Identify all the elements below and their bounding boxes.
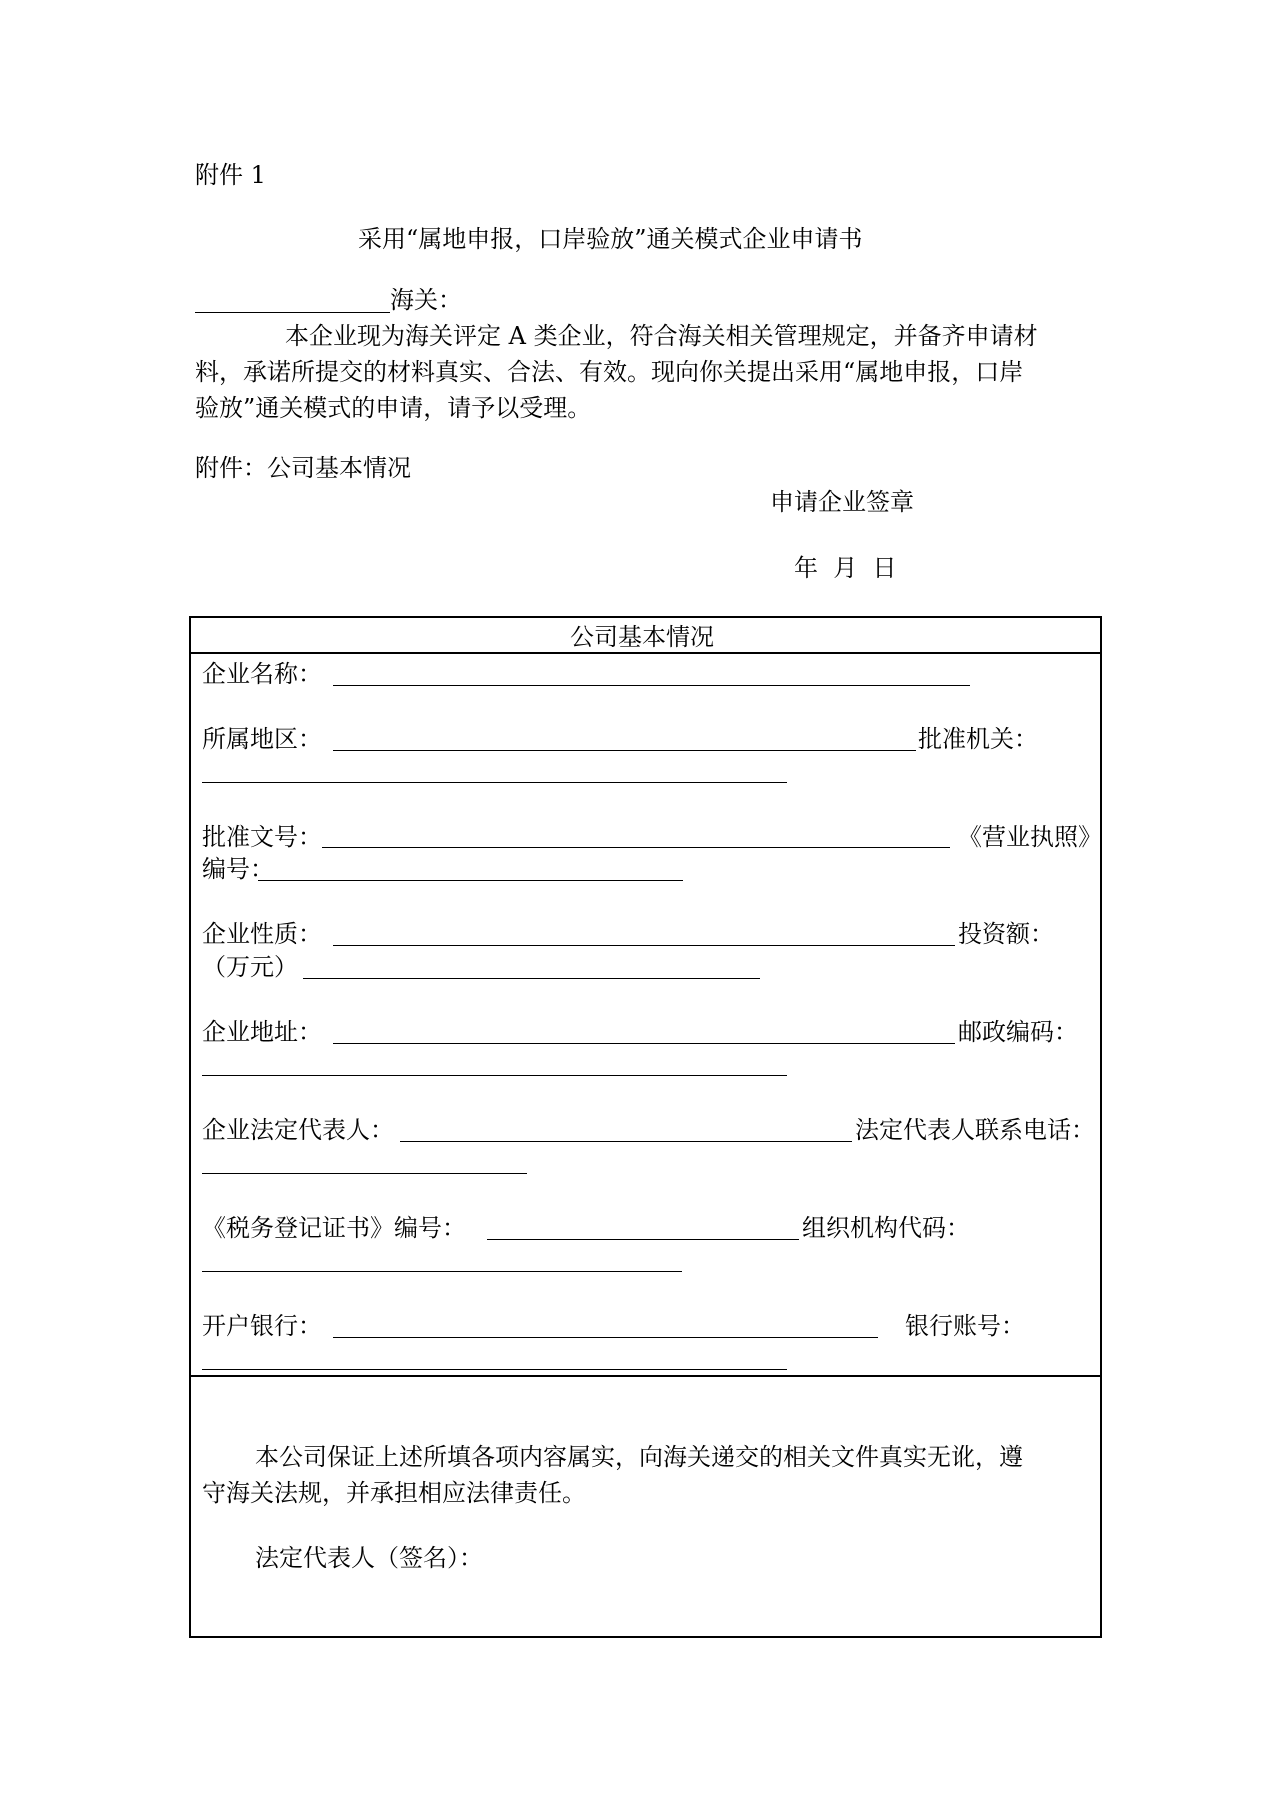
body-text-line3: 验放”通关模式的申请，请予以受理。: [195, 394, 592, 422]
body-text-line2: 料，承诺所提交的材料真实、合法、有效。现向你关提出采用“属地申报，口岸: [195, 358, 1024, 386]
attachment-note: 附件：公司基本情况: [195, 454, 411, 482]
attachment-label: 附件 1: [195, 161, 266, 189]
approval-doc-no-field[interactable]: [322, 847, 950, 848]
enterprise-nature-label: 企业性质：: [202, 920, 322, 948]
tax-cert-no-field[interactable]: [487, 1239, 799, 1240]
address-label: 企业地址：: [202, 1018, 322, 1046]
body-text-line1: 本企业现为海关评定 A 类企业，符合海关相关管理规定，并备齐申请材: [285, 322, 1038, 350]
license-no-field[interactable]: [258, 880, 683, 881]
approval-authority-label: 批准机关：: [918, 725, 1038, 753]
business-license-label: 《营业执照》: [958, 823, 1102, 851]
legal-rep-field[interactable]: [400, 1141, 852, 1142]
postal-code-label: 邮政编码：: [958, 1018, 1078, 1046]
declaration-signature-label: 法定代表人（签名）：: [255, 1544, 483, 1572]
investment-unit-label: （万元）: [202, 953, 298, 981]
table-header-divider: [189, 652, 1102, 654]
approval-authority-field[interactable]: [202, 782, 787, 783]
approval-doc-no-label: 批准文号：: [202, 823, 322, 851]
bank-account-field[interactable]: [202, 1369, 787, 1370]
declaration-line1: 本公司保证上述所填各项内容属实，向海关递交的相关文件真实无讹，遵: [255, 1443, 1023, 1471]
region-field[interactable]: [333, 750, 916, 751]
legal-rep-label: 企业法定代表人：: [202, 1116, 394, 1144]
bank-account-label: 银行账号：: [905, 1312, 1025, 1340]
investment-field[interactable]: [303, 978, 760, 979]
declaration-line2: 守海关法规，并承担相应法律责任。: [202, 1479, 586, 1507]
bank-label: 开户银行：: [202, 1312, 322, 1340]
customs-suffix: 海关：: [390, 286, 462, 314]
investment-label: 投资额：: [958, 920, 1054, 948]
legal-rep-phone-label: 法定代表人联系电话：: [855, 1116, 1095, 1144]
declaration-divider: [189, 1375, 1102, 1377]
postal-code-field[interactable]: [202, 1075, 787, 1076]
enterprise-nature-field[interactable]: [333, 945, 955, 946]
table-title: 公司基本情况: [570, 623, 714, 651]
page-title: 采用“属地申报，口岸验放”通关模式企业申请书: [358, 225, 863, 253]
address-field[interactable]: [333, 1043, 955, 1044]
tax-cert-no-label: 《税务登记证书》编号：: [202, 1214, 466, 1242]
license-no-label: 编号：: [202, 855, 274, 883]
date-label: 年 月 日: [794, 554, 897, 582]
enterprise-name-label: 企业名称：: [202, 660, 322, 688]
signature-label: 申请企业签章: [770, 488, 914, 516]
bank-field[interactable]: [333, 1337, 878, 1338]
legal-rep-phone-field[interactable]: [202, 1173, 527, 1174]
region-label: 所属地区：: [202, 725, 322, 753]
org-code-label: 组织机构代码：: [802, 1214, 970, 1242]
customs-name-blank[interactable]: [195, 312, 390, 313]
enterprise-name-field[interactable]: [333, 685, 970, 686]
org-code-field[interactable]: [202, 1271, 682, 1272]
